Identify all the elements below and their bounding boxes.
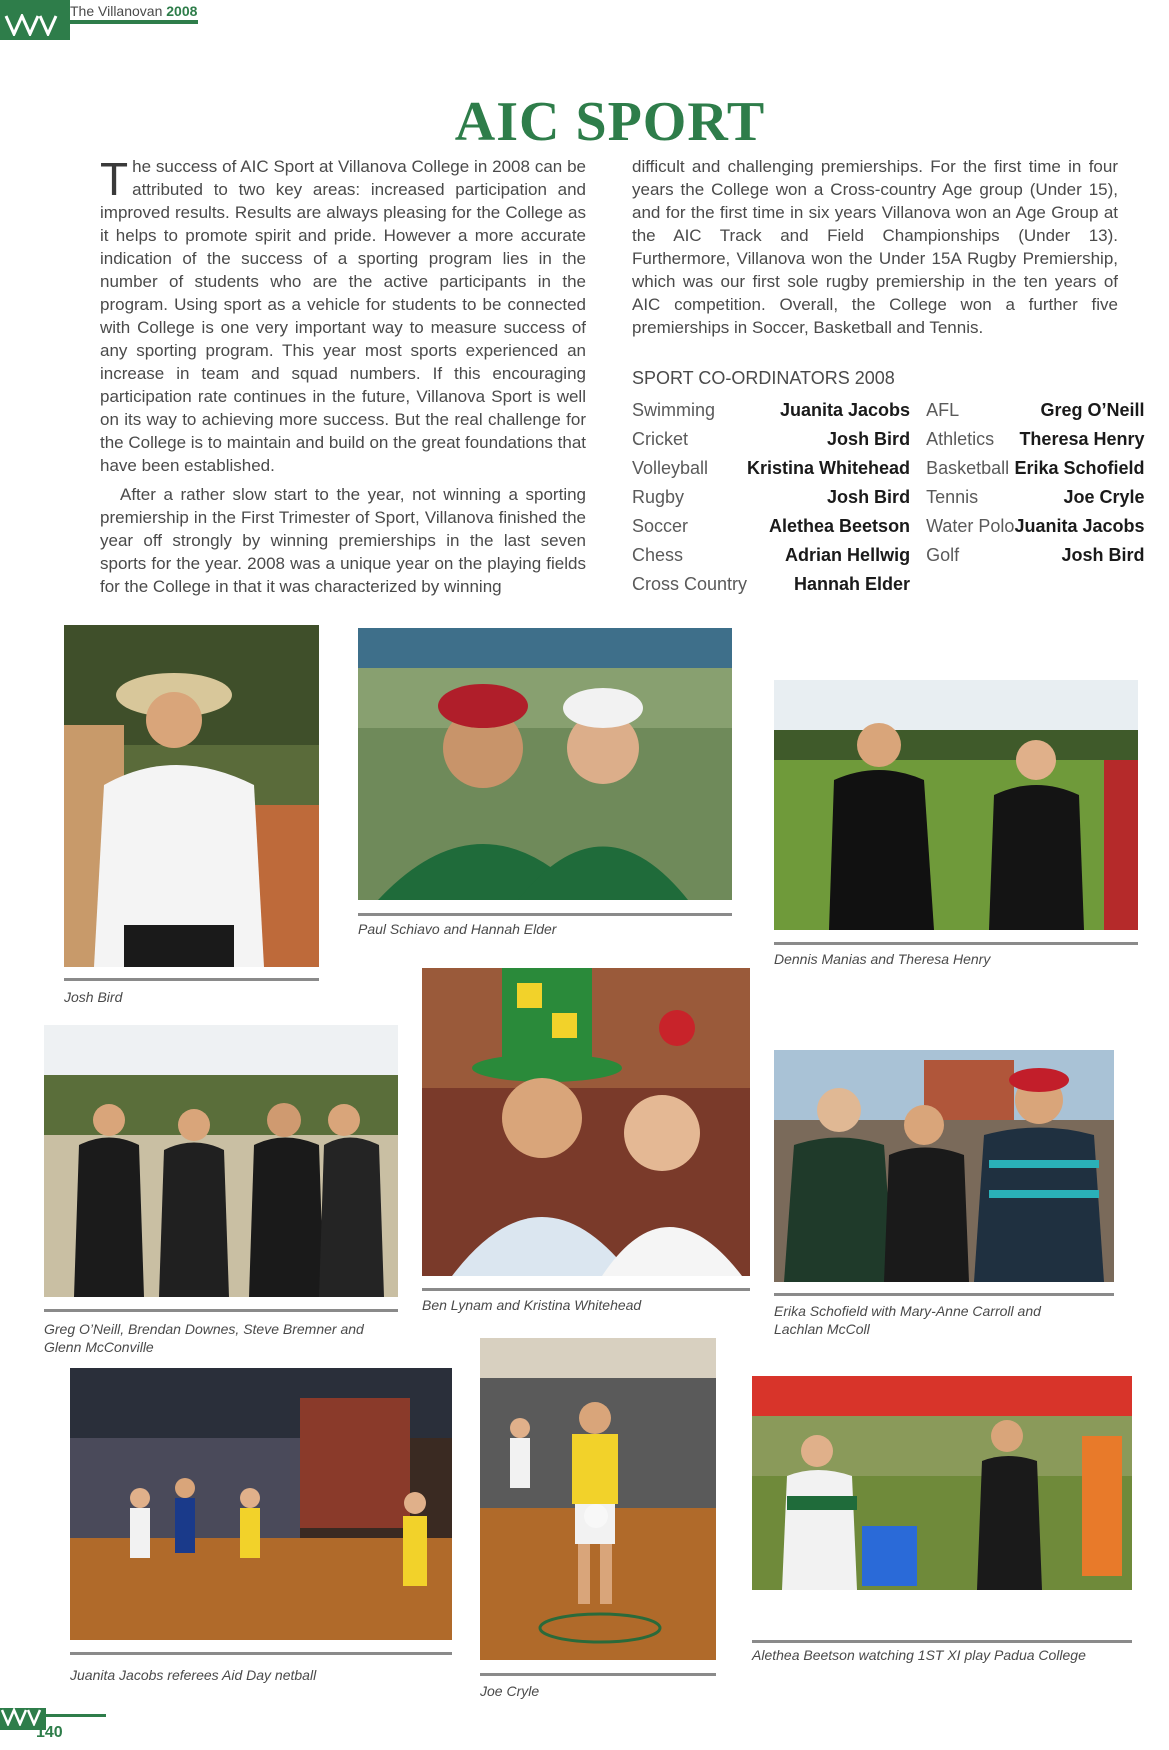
caption-rule (422, 1288, 750, 1291)
photo-alethea-beetson (752, 1376, 1132, 1590)
photo-ben-kristina (422, 968, 750, 1276)
coordinators-heading: SPORT CO-ORDINATORS 2008 (632, 368, 895, 388)
sport-label: AFL (926, 400, 960, 420)
sport-label: Cricket (632, 429, 689, 449)
photo-greg-group (44, 1025, 398, 1297)
caption-rule (44, 1309, 398, 1312)
coordinator-row (632, 483, 1145, 512)
coordinator-row (632, 512, 1145, 541)
caption-rule (64, 978, 319, 981)
article-paragraph-1 (100, 155, 586, 477)
publication-year: 2008 (166, 3, 198, 19)
coordinator-name: Alethea Beetson (769, 516, 911, 536)
sport-label: Golf (926, 545, 960, 565)
page-title: AIC SPORT (454, 91, 766, 153)
photo-caption: Paul Schiavo and Hannah Elder (358, 921, 557, 937)
drop-cap: T (100, 153, 129, 205)
article-paragraph-2: After a rather slow start to the year, not winning a sporting premiership in the First Trimester of Sport, Villanova finished the year off strongly by winning premierships in the last seven sports for the year. 2008 was a unique year on the playing fields for the College in that it was characterized by winning (100, 485, 586, 596)
photo-caption: Joe Cryle (480, 1683, 540, 1699)
header-rule (70, 20, 198, 24)
coordinator-name: Josh Bird (1061, 545, 1145, 565)
photo-juanita-netball (70, 1368, 452, 1640)
publication-name: The Villanovan (70, 3, 163, 19)
coordinator-name: Josh Bird (827, 429, 911, 449)
page-number: 140 (36, 1724, 63, 1741)
photo-caption: Greg O’Neill, Brendan Downes, Steve Bremner and Glenn McConville (44, 1321, 364, 1355)
coordinator-name: Adrian Hellwig (785, 545, 911, 565)
photo-erika-group (774, 1050, 1114, 1282)
photo-caption: Ben Lynam and Kristina Whitehead (422, 1297, 642, 1313)
photo-dennis-theresa (774, 680, 1138, 930)
caption-rule (774, 1293, 1114, 1296)
coordinator-row (632, 454, 1145, 483)
caption-rule (480, 1673, 716, 1676)
photo-josh-bird (64, 625, 319, 967)
coordinator-row (632, 425, 1145, 454)
coordinator-name (1014, 570, 1144, 599)
villanova-logo-icon (4, 14, 64, 36)
coordinator-name: Juanita Jacobs (780, 400, 911, 420)
coordinator-row (632, 396, 1145, 425)
coordinator-name: Hannah Elder (794, 574, 911, 594)
sport-label: Water Polo (926, 516, 1015, 536)
sport-label: Cross Country (632, 574, 748, 594)
sport-label: Rugby (632, 487, 685, 507)
coordinator-row (632, 541, 1145, 570)
article-column-left (100, 155, 586, 604)
photo-caption: Dennis Manias and Theresa Henry (774, 951, 991, 967)
coordinator-name: Juanita Jacobs (1014, 516, 1145, 536)
article-paragraph-3: difficult and challenging premierships. For the first time in four years the College won a Cross-country Age group (Under 15), and for the first time in six years Villanova won an Age Group at the AIC Track and Field Championships (Under 13). Furthermore, Villanova won the Under 15A Rugby Premiership, which was our first sole rugby premiership in the ten years of AIC competition. Overall, the College won a further five premierships in Soccer, Basketball and Tennis. (632, 157, 1118, 337)
sport-label: Soccer (632, 516, 689, 536)
sport-label: Athletics (926, 429, 995, 449)
running-header (70, 3, 197, 19)
header-logo-mark (0, 0, 70, 40)
coordinators-table (632, 396, 1145, 599)
photo-caption: Alethea Beetson watching 1ST XI play Padua College (752, 1647, 1086, 1663)
caption-rule (70, 1652, 452, 1655)
sport-label: Swimming (632, 400, 716, 420)
sport-label: Tennis (926, 487, 979, 507)
photo-caption: Erika Schofield with Mary-Anne Carroll and Lachlan McColl (774, 1303, 1041, 1337)
caption-rule (774, 942, 1138, 945)
photo-joe-cryle (480, 1338, 716, 1660)
article-column-right (632, 155, 1118, 345)
caption-rule (752, 1640, 1132, 1643)
footer-rule (46, 1714, 106, 1717)
sport-label: Basketball (926, 458, 1010, 478)
sport-label: Volleyball (632, 458, 709, 478)
coordinator-name: Josh Bird (827, 487, 911, 507)
sport-label (926, 570, 1014, 599)
coordinator-row (632, 570, 1145, 599)
photo-paul-hannah (358, 628, 732, 900)
coordinator-name: Greg O’Neill (1040, 400, 1145, 420)
paragraph-1-text: he success of AIC Sport at Villanova College in 2008 can be attributed to two key areas: increased participation and improved results. Results are always pleasing for the College as it helps to promote spirit and pride. However a more accurate indication of the success of a sporting program lies in the number of students who are the active participants in the program. Using sport as a vehicle for students to be connected with College is one very important way to measure success of any sporting program. This year most sports experienced an increase in team and squad numbers. If this encouraging participation rate continues in the future, Villanova Sport is well on its way to achieving more success. But the real challenge for the College is to maintain and build on the great foundations that have been established. (100, 157, 586, 475)
photo-caption: Josh Bird (64, 989, 123, 1005)
coordinator-name: Theresa Henry (1019, 429, 1145, 449)
coordinator-name: Kristina Whitehead (747, 458, 911, 478)
photo-caption: Juanita Jacobs referees Aid Day netball (70, 1667, 317, 1683)
coordinator-name: Joe Cryle (1063, 487, 1145, 507)
sport-label: Chess (632, 545, 684, 565)
caption-rule (358, 913, 732, 916)
coordinator-name: Erika Schofield (1014, 458, 1145, 478)
